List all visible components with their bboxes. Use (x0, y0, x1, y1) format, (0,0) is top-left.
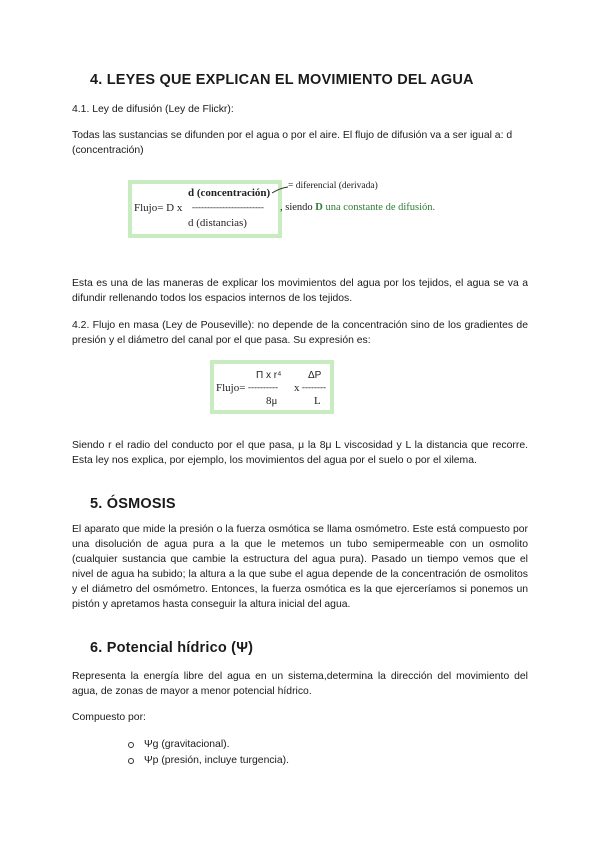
paragraph-flujo-masa: 4.2. Flujo en masa (Ley de Pouseville): no depende de la concentración sino de los gradientes de presión y el diámetro del canal por el que pasa. Su expresión es: (72, 320, 528, 346)
formula2-dash1: ---------- (248, 382, 278, 392)
suffix-pre: , siendo (280, 202, 316, 213)
section-6-heading: 6. Potencial hídrico (Ψ) (90, 640, 254, 656)
paragraph-potencial-hidrico: Representa la energía libre del agua en un sistema,determina la dirección del movimiento del agua, de zonas de mayor a menor potencial hídrico. (72, 671, 528, 697)
formula-pouseville-box (210, 360, 334, 414)
paragraph-flujo-explicacion: Siendo r el radio del conducto por el que pasa, μ la 8μ L viscosidad y L la distancia que recorre. Esta ley nos explica, por ejemplo, los movimientos del agua por el suelo o por el xilema. (72, 440, 528, 466)
formula1-dashes: ------------------------ (192, 202, 264, 212)
list-item (128, 753, 428, 769)
paragraph-difusion: Todas las sustancias se difunden por el agua o por el aire. El flujo de difusión va a ser igual a: d (concentración) (72, 130, 513, 156)
list-item-text: Ψg (gravitacional). (144, 739, 230, 750)
formula1-numerator: d (concentración) (188, 187, 271, 199)
suffix-d: D (315, 202, 323, 213)
paragraph-difusion-explicacion: Esta es una de las maneras de explicar los movimientos del agua por los tejidos, el agua se va a difundir rellenando todos los espacios internos de los tejidos. (72, 278, 528, 304)
bullet-circle-icon (128, 742, 134, 748)
formula1-prefix: Flujo= D x (134, 202, 183, 214)
formula-difusion-box (128, 180, 282, 238)
formula1-suffix (280, 202, 435, 213)
paragraph-osmosis: El aparato que mide la presión o la fuerza osmótica se llama osmómetro. Este está compuesto por una disolución de agua pura a la que le metemos un tubo semipermeable con un osmolito (cualquier sustancia que cambie la estructura del agua pura). Pasado un tiempo vemos que el nivel de agua ha subido; la altura a la que sube el agua depende de la concentración de osmolitos y el diámetro del osmómetro. Entonces, la fuerza osmótica es la que ejerceríamos si ponemos un pistón y apretamos hasta conseguir la altura inicial del agua. (72, 524, 528, 610)
formula2-times: x (294, 382, 300, 394)
section-4-heading: 4. LEYES QUE EXPLICAN EL MOVIMIENTO DEL AGUA (90, 72, 474, 88)
bullet-circle-icon (128, 758, 134, 764)
formula2-dash2: -------- (302, 382, 326, 392)
formula1-annotation: = diferencial (derivada) (288, 181, 378, 191)
formula2-num2: ΔP (308, 370, 322, 381)
compuesto-label: Compuesto por: (72, 712, 146, 723)
list-item-text: Ψp (presión, incluye turgencia). (144, 755, 289, 766)
formula1-denominator: d (distancias) (188, 217, 247, 229)
formula2-den1: 8μ (266, 395, 278, 407)
list-item (128, 737, 428, 753)
subsection-4-1-title: 4.1. Ley de difusión (Ley de Flickr): (72, 104, 234, 115)
section-5-heading: 5. ÓSMOSIS (90, 496, 176, 512)
suffix-post: una constante de difusión. (322, 202, 436, 213)
formula2-num1: Π x r⁴ (256, 370, 282, 381)
formula2-den2: L (314, 395, 321, 407)
componentes-list (128, 737, 428, 769)
formula2-label: Flujo= (216, 382, 246, 394)
